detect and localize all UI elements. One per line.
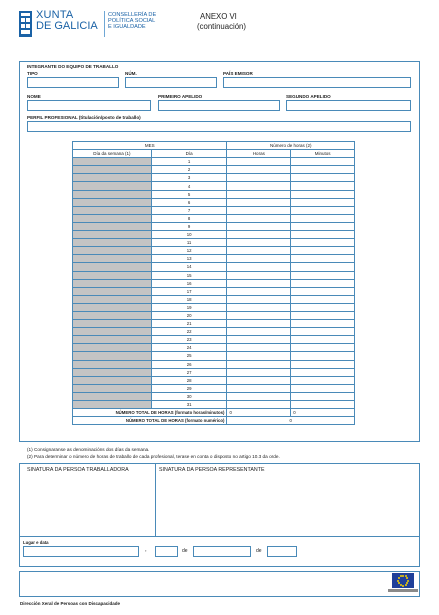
weekday-cell[interactable]: [73, 336, 152, 344]
day-row: [73, 352, 355, 360]
day-row: [73, 239, 355, 247]
weekday-cell[interactable]: [73, 190, 152, 198]
weekday-cell[interactable]: [73, 231, 152, 239]
hours-cell[interactable]: [227, 198, 291, 206]
day-row: [73, 263, 355, 271]
minutes-cell[interactable]: [291, 279, 355, 287]
de-text-2: de: [256, 548, 262, 554]
perfil-field[interactable]: [27, 121, 411, 132]
day-number-cell: 19: [151, 303, 227, 311]
minutes-cell[interactable]: [291, 328, 355, 336]
hours-cell[interactable]: [227, 384, 291, 392]
minutes-cell[interactable]: [291, 320, 355, 328]
table-subheader-row: [73, 150, 355, 158]
pais-label: PAÍS EMISOR: [223, 71, 253, 76]
weekday-cell[interactable]: [73, 206, 152, 214]
minutes-cell[interactable]: [291, 401, 355, 409]
weekday-cell[interactable]: [73, 287, 152, 295]
weekday-cell[interactable]: [73, 222, 152, 230]
minutes-cell[interactable]: [291, 255, 355, 263]
day-number-cell: 5: [151, 190, 227, 198]
hours-cell[interactable]: [227, 247, 291, 255]
representative-signature-area[interactable]: [157, 475, 419, 535]
hours-cell[interactable]: [227, 158, 291, 166]
weekday-cell[interactable]: [73, 311, 152, 319]
weekday-cell[interactable]: [73, 384, 152, 392]
primeiro-apelido-field[interactable]: [158, 100, 280, 111]
day-row: [73, 255, 355, 263]
total-hm-row: [73, 409, 355, 417]
year-field[interactable]: [267, 546, 297, 557]
minutes-cell[interactable]: [291, 360, 355, 368]
day-row: [73, 271, 355, 279]
day-row: [73, 360, 355, 368]
logo-text-galicia: DE GALICIA: [36, 20, 98, 32]
minutes-cell[interactable]: [291, 352, 355, 360]
weekday-cell[interactable]: [73, 166, 152, 174]
day-number-cell: 29: [151, 384, 227, 392]
eu-star-icon: [402, 575, 404, 577]
eu-star-icon: [397, 580, 399, 582]
day-row: [73, 311, 355, 319]
mes-header: MES: [73, 142, 227, 150]
eu-flag-logo: [392, 573, 414, 588]
day-row: [73, 376, 355, 384]
total-hm-hours[interactable]: 0: [227, 409, 291, 417]
minutes-cell[interactable]: [291, 287, 355, 295]
nome-label: NOME: [27, 94, 41, 99]
eu-star-icon: [398, 582, 400, 584]
day-row: [73, 344, 355, 352]
total-hm-label: NÚMERO TOTAL DE HORAS (formato horas/minutos): [73, 409, 227, 417]
weekday-cell[interactable]: [73, 295, 152, 303]
eu-caption: [388, 589, 418, 592]
department-name: CONSELLERÍA DE POLÍTICA SOCIAL E IGUALDADE: [108, 12, 157, 30]
day-row: [73, 384, 355, 392]
day-row: [73, 206, 355, 214]
day-row: [73, 368, 355, 376]
weekday-cell[interactable]: [73, 182, 152, 190]
hours-cell[interactable]: [227, 360, 291, 368]
worker-signature-label: SINATURA DA PERSOA TRABALLADORA: [27, 467, 129, 473]
hours-cell[interactable]: [227, 231, 291, 239]
eu-star-icon: [405, 584, 407, 586]
num-horas-header: Número de horas (2): [227, 142, 355, 150]
day-number-cell: 10: [151, 231, 227, 239]
day-number-cell: 12: [151, 247, 227, 255]
weekday-cell[interactable]: [73, 198, 152, 206]
dia-semana-header: Día da semana (1): [73, 150, 152, 158]
hours-cell[interactable]: [227, 392, 291, 400]
day-number-cell: 27: [151, 368, 227, 376]
day-row: [73, 222, 355, 230]
day-number-cell: 25: [151, 352, 227, 360]
hours-cell[interactable]: [227, 190, 291, 198]
weekday-cell[interactable]: [73, 247, 152, 255]
hours-cell[interactable]: [227, 214, 291, 222]
weekday-cell[interactable]: [73, 255, 152, 263]
table-header-row: [73, 142, 355, 150]
day-field[interactable]: [155, 546, 178, 557]
day-number-cell: 15: [151, 271, 227, 279]
minutes-cell[interactable]: [291, 198, 355, 206]
minutes-cell[interactable]: [291, 376, 355, 384]
minutes-cell[interactable]: [291, 190, 355, 198]
hours-cell[interactable]: [227, 206, 291, 214]
dia-header: Día: [151, 150, 227, 158]
minutos-header: Minutos: [291, 150, 355, 158]
eu-star-icon: [400, 584, 402, 586]
day-number-cell: 23: [151, 336, 227, 344]
day-row: [73, 287, 355, 295]
footer-text: Dirección Xeral de Persoas con Discapacidade: [20, 601, 121, 606]
day-row: [73, 401, 355, 409]
eu-star-icon: [398, 577, 400, 579]
weekday-cell[interactable]: [73, 239, 152, 247]
hours-cell[interactable]: [227, 166, 291, 174]
logo-divider: [104, 11, 105, 37]
xunta-crest-logo: [19, 11, 32, 37]
hours-cell[interactable]: [227, 320, 291, 328]
day-number-cell: 6: [151, 198, 227, 206]
day-number-cell: 9: [151, 222, 227, 230]
hours-cell[interactable]: [227, 344, 291, 352]
day-number-cell: 26: [151, 360, 227, 368]
nome-field[interactable]: [27, 100, 151, 111]
hours-cell[interactable]: [227, 182, 291, 190]
minutes-cell[interactable]: [291, 214, 355, 222]
day-number-cell: 16: [151, 279, 227, 287]
weekday-cell[interactable]: [73, 360, 152, 368]
minutes-cell[interactable]: [291, 311, 355, 319]
num-field[interactable]: [125, 77, 217, 88]
hours-cell[interactable]: [227, 239, 291, 247]
weekday-cell[interactable]: [73, 368, 152, 376]
lugar-divider: [19, 536, 420, 537]
total-num-value[interactable]: 0: [227, 417, 355, 425]
total-hm-minutes[interactable]: 0: [291, 409, 355, 417]
section-title: INTEGRANTE DO EQUIPO DE TRABALLO: [27, 64, 119, 69]
minutes-cell[interactable]: [291, 231, 355, 239]
day-row: [73, 198, 355, 206]
minutes-cell[interactable]: [291, 263, 355, 271]
weekday-cell[interactable]: [73, 344, 152, 352]
minutes-cell[interactable]: [291, 222, 355, 230]
footer-box: [19, 571, 420, 597]
eu-star-icon: [406, 577, 408, 579]
hours-cell[interactable]: [227, 263, 291, 271]
day-number-cell: 21: [151, 320, 227, 328]
worker-signature-area[interactable]: [20, 475, 154, 535]
day-row: [73, 166, 355, 174]
hours-cell[interactable]: [227, 376, 291, 384]
hours-cell[interactable]: [227, 311, 291, 319]
horas-header: Horas: [227, 150, 291, 158]
day-number-cell: 2: [151, 166, 227, 174]
day-row: [73, 214, 355, 222]
minutes-cell[interactable]: [291, 392, 355, 400]
day-number-cell: 11: [151, 239, 227, 247]
minutes-cell[interactable]: [291, 303, 355, 311]
weekday-cell[interactable]: [73, 376, 152, 384]
day-number-cell: 4: [151, 182, 227, 190]
tipo-label: TIPO: [27, 71, 38, 76]
weekday-cell[interactable]: [73, 392, 152, 400]
minutes-cell[interactable]: [291, 271, 355, 279]
day-row: [73, 328, 355, 336]
day-number-cell: 7: [151, 206, 227, 214]
eu-star-icon: [402, 585, 404, 587]
day-row: [73, 182, 355, 190]
minutes-cell[interactable]: [291, 295, 355, 303]
total-num-row: [73, 417, 355, 425]
minutes-cell[interactable]: [291, 158, 355, 166]
day-number-cell: 13: [151, 255, 227, 263]
day-number-cell: 17: [151, 287, 227, 295]
minutes-cell[interactable]: [291, 166, 355, 174]
hours-cell[interactable]: [227, 303, 291, 311]
hours-cell[interactable]: [227, 255, 291, 263]
hours-cell[interactable]: [227, 401, 291, 409]
day-row: [73, 295, 355, 303]
day-number-cell: 31: [151, 401, 227, 409]
hours-cell[interactable]: [227, 287, 291, 295]
hours-cell[interactable]: [227, 328, 291, 336]
comma-text: ,: [145, 547, 147, 553]
day-number-cell: 1: [151, 158, 227, 166]
minutes-cell[interactable]: [291, 247, 355, 255]
eu-star-icon: [406, 582, 408, 584]
hours-cell[interactable]: [227, 279, 291, 287]
weekday-cell[interactable]: [73, 328, 152, 336]
day-row: [73, 303, 355, 311]
minutes-cell[interactable]: [291, 384, 355, 392]
page-title: ANEXO VI: [200, 12, 237, 21]
num-label: NÚM.: [125, 71, 137, 76]
day-row: [73, 231, 355, 239]
weekday-cell[interactable]: [73, 263, 152, 271]
minutes-cell[interactable]: [291, 239, 355, 247]
weekday-cell[interactable]: [73, 401, 152, 409]
day-number-cell: 8: [151, 214, 227, 222]
day-row: [73, 158, 355, 166]
weekday-cell[interactable]: [73, 352, 152, 360]
minutes-cell[interactable]: [291, 174, 355, 182]
hours-table: [72, 141, 355, 425]
hours-cell[interactable]: [227, 368, 291, 376]
day-number-cell: 22: [151, 328, 227, 336]
weekday-cell[interactable]: [73, 174, 152, 182]
hours-cell[interactable]: [227, 271, 291, 279]
day-row: [73, 279, 355, 287]
tipo-field[interactable]: [27, 77, 119, 88]
day-number-cell: 14: [151, 263, 227, 271]
lugar-data-label: Lugar e data: [23, 540, 49, 545]
day-row: [73, 190, 355, 198]
pais-field[interactable]: [223, 77, 411, 88]
day-row: [73, 336, 355, 344]
minutes-cell[interactable]: [291, 206, 355, 214]
footnotes: [27, 446, 280, 460]
perfil-label: PERFIL PROFESIONAL (titulación/posto de traballo): [27, 115, 141, 120]
footnote-2: (2) Para determinar o número de horas de traballo de cada profesional, terase en conta o disposto no artigo 10.3 da orde.: [27, 454, 280, 459]
day-row: [73, 320, 355, 328]
total-num-label: NÚMERO TOTAL DE HORAS (formato numérico): [73, 417, 227, 425]
weekday-cell[interactable]: [73, 271, 152, 279]
segundo-apelido-label: SEGUNDO APELIDO: [286, 94, 331, 99]
minutes-cell[interactable]: [291, 368, 355, 376]
de-text-1: de: [182, 548, 188, 554]
day-number-cell: 28: [151, 376, 227, 384]
minutes-cell[interactable]: [291, 344, 355, 352]
weekday-cell[interactable]: [73, 303, 152, 311]
signature-divider: [155, 463, 156, 536]
page-subtitle: (continuación): [197, 22, 246, 31]
month-field[interactable]: [193, 546, 251, 557]
primeiro-apelido-label: PRIMEIRO APELIDO: [158, 94, 203, 99]
weekday-cell[interactable]: [73, 279, 152, 287]
footnote-1: (1) Consignaranse as denominacións dos días da semana.: [27, 447, 150, 452]
weekday-cell[interactable]: [73, 320, 152, 328]
day-number-cell: 3: [151, 174, 227, 182]
representative-signature-label: SINATURA DA PERSOA REPRESENTANTE: [159, 467, 265, 473]
hours-cell[interactable]: [227, 336, 291, 344]
day-number-cell: 30: [151, 392, 227, 400]
minutes-cell[interactable]: [291, 336, 355, 344]
hours-cell[interactable]: [227, 352, 291, 360]
weekday-cell[interactable]: [73, 158, 152, 166]
day-row: [73, 247, 355, 255]
hours-cell[interactable]: [227, 174, 291, 182]
hours-cell[interactable]: [227, 295, 291, 303]
logo-text-xunta: XUNTA: [36, 9, 74, 21]
minutes-cell[interactable]: [291, 182, 355, 190]
lugar-field[interactable]: [23, 546, 139, 557]
day-row: [73, 174, 355, 182]
day-number-cell: 24: [151, 344, 227, 352]
weekday-cell[interactable]: [73, 214, 152, 222]
hours-cell[interactable]: [227, 222, 291, 230]
day-row: [73, 392, 355, 400]
segundo-apelido-field[interactable]: [286, 100, 411, 111]
day-number-cell: 20: [151, 311, 227, 319]
day-number-cell: 18: [151, 295, 227, 303]
